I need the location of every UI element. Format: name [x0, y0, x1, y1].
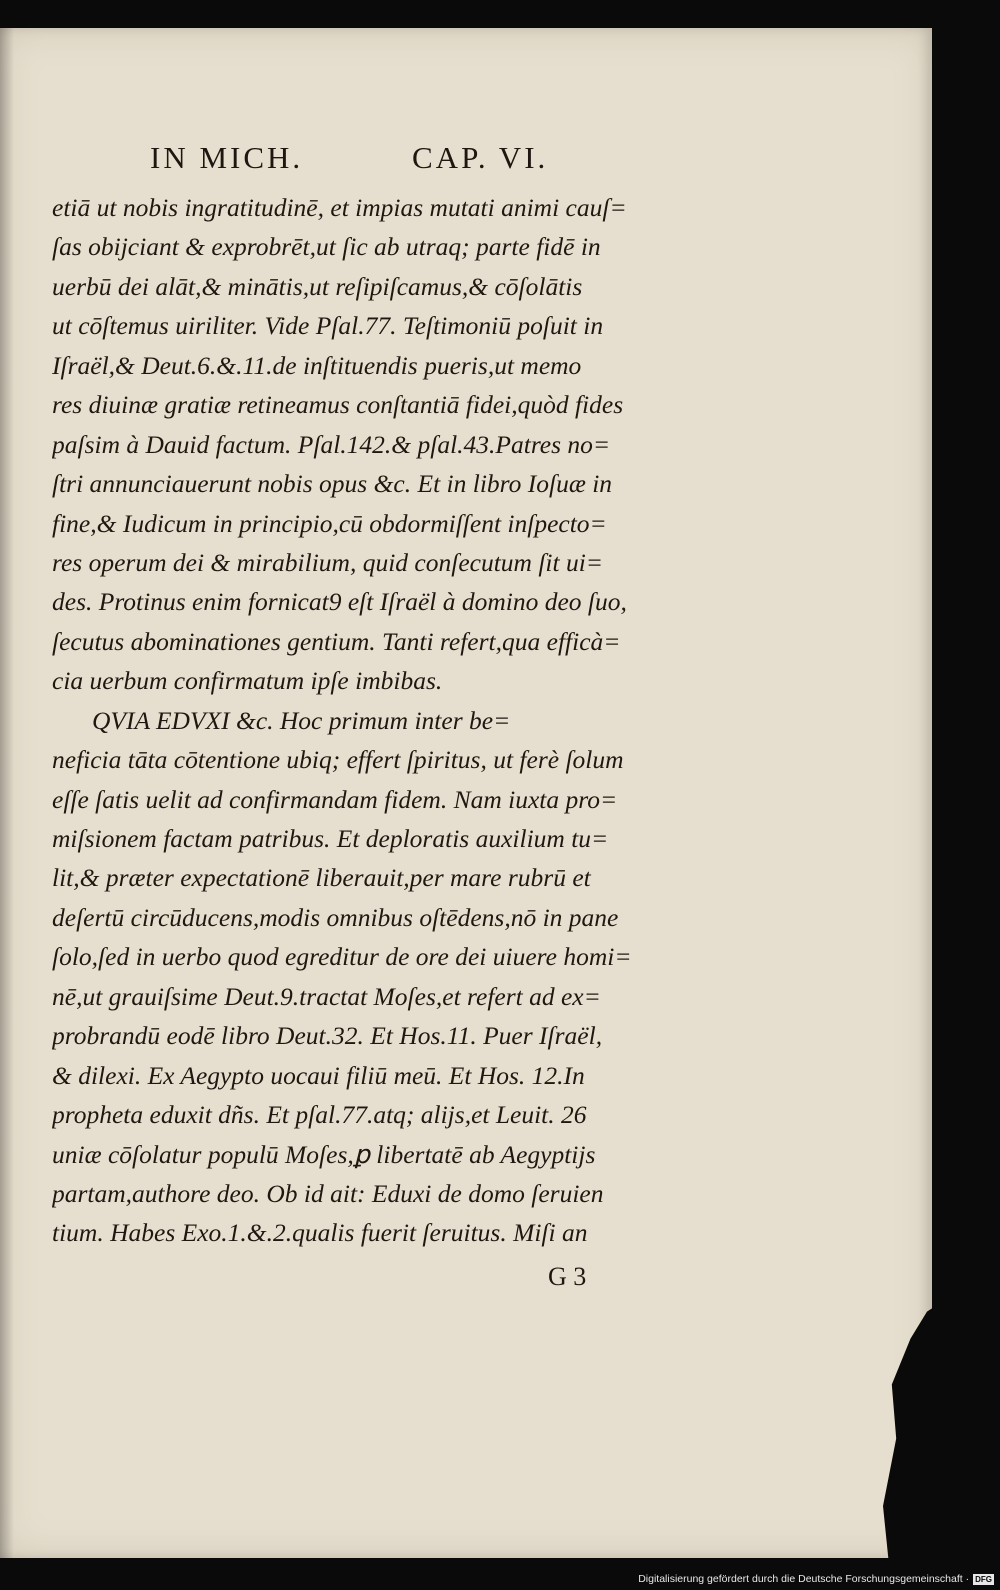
text-line: ſolo,ſed in uerbo quod egreditur de ore dei uiuere homi=	[52, 942, 632, 972]
credit-text: Digitalisierung gefördert durch die Deutsche Forschungsgemeinschaft ·	[638, 1573, 970, 1585]
text-line: Iſraël,& Deut.6.&.11.de inſtituendis pueris,ut memo	[52, 350, 582, 380]
text-line: ut cōſtemus uiriliter. Vide Pſal.77. Teſtimoniū poſuit in	[52, 311, 604, 341]
running-header-chapter: CAP. VI.	[412, 140, 549, 175]
text-line: neficia tāta cōtentione ubiq; effert ſpiritus, ut ferè ſolum	[52, 745, 624, 775]
paragraph-start-line: QVIA EDVXI &c. Hoc primum inter be=	[92, 705, 511, 735]
text-line: ſtri annunciauerunt nobis opus &c. Et in libro Ioſuæ in	[52, 469, 613, 499]
signature-mark: G 3	[548, 1262, 587, 1291]
text-line: cia uerbum confirmatum ipſe imbibas.	[52, 666, 443, 696]
text-line: eſſe ſatis uelit ad confirmandam fidem. Nam iuxta pro=	[52, 784, 618, 814]
text-line: res diuinæ gratiæ retineamus conſtantiā fidei,quòd fides	[52, 390, 624, 420]
running-header	[150, 140, 610, 182]
text-line: uerbū dei alāt,& minātis,ut reſipiſcamus,& cōſolātis	[52, 271, 583, 301]
text-line: ſecutus abominationes gentium. Tanti refert,qua efficà=	[52, 626, 621, 656]
text-line: uniæ cōſolatur populū Moſes,ꝑ libertatē ab Aegyptijs	[52, 1139, 596, 1169]
text-line: fine,& Iudicum in principio,cū obdormiſſent inſpecto=	[52, 508, 607, 538]
text-line: miſsionem factam patribus. Et deploratis auxilium tu=	[52, 824, 609, 853]
page-gutter-shadow	[0, 28, 14, 1558]
text-line: paſsim à Dauid factum. Pſal.142.& pſal.43.Patres no=	[52, 429, 611, 459]
text-line: tium. Habes Exo.1.&.2.qualis fuerit ſeruitus. Miſi an	[52, 1218, 588, 1248]
text-line: res operum dei & mirabilium, quid conſecutum ſit ui=	[52, 547, 604, 577]
dfg-logo: DFG	[975, 1574, 992, 1584]
text-line: propheta eduxit dñs. Et pſal.77.atq; alijs,et Leuit. 26	[52, 1100, 587, 1130]
text-line: des. Protinus enim fornicat9 eſt Iſraël à domino deo ſuo,	[52, 587, 627, 617]
text-line: probrandū eodē libro Deut.32. Et Hos.11. Puer Iſraël,	[52, 1021, 603, 1051]
running-header-left: IN MICH.	[150, 140, 304, 175]
text-line: etiā ut nobis ingratitudinē, et impias mutati animi cauſ=	[52, 193, 627, 222]
text-line: partam,authore deo. Ob id ait: Eduxi de domo ſeruien	[52, 1178, 604, 1208]
text-line: & dilexi. Ex Aegypto uocaui filiū meū. Et Hos. 12.In	[52, 1060, 585, 1090]
text-line: lit,& præter expectationē liberauit,per mare rubrū et	[52, 863, 591, 893]
body-text	[52, 188, 712, 1253]
digitization-credit	[638, 1571, 994, 1587]
text-line: nē,ut grauiſsime Deut.9.tractat Moſes,et refert ad ex=	[52, 981, 601, 1011]
text-line: deſertū circūducens,modis omnibus oſtēdens,nō in pane	[52, 902, 619, 932]
text-line: ſas obijciant & exprobrēt,ut ſic ab utraq; parte fidē in	[52, 232, 601, 262]
